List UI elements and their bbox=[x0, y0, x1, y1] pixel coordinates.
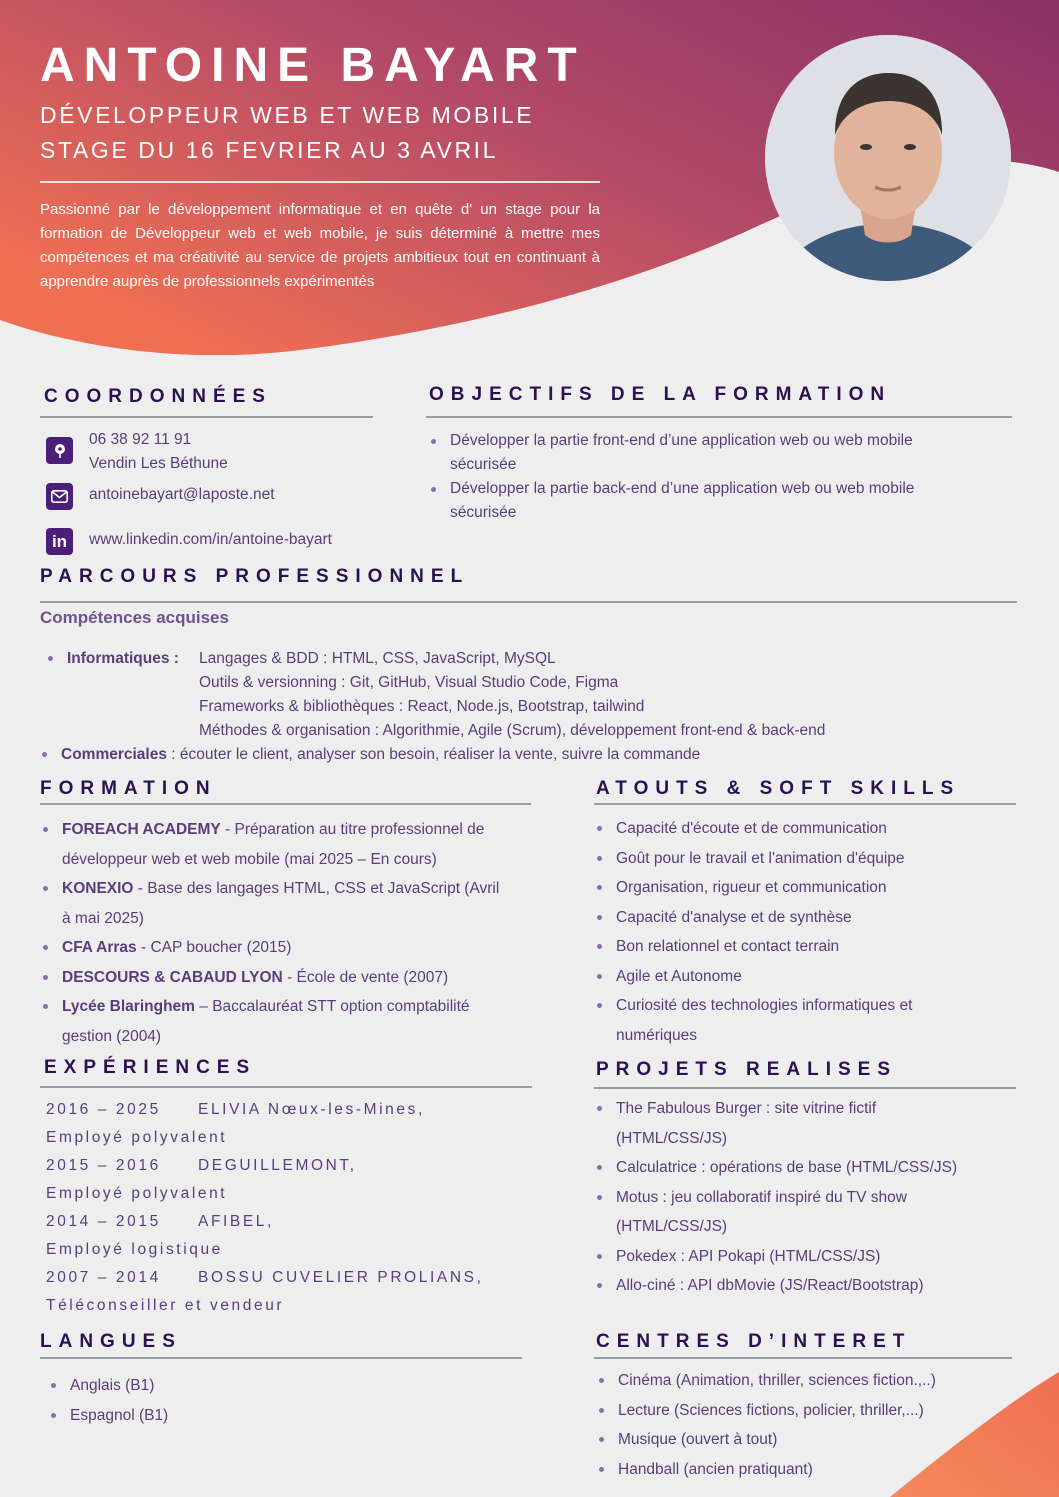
list-item: Anglais (B1) bbox=[48, 1371, 448, 1401]
phone-number[interactable]: 06 38 92 11 91 bbox=[89, 431, 192, 448]
experience-period: 2014 – 2015 bbox=[46, 1213, 161, 1230]
section-title-career: PARCOURS PROFESSIONNEL bbox=[40, 566, 470, 587]
section-rule-objectives bbox=[426, 416, 1012, 418]
portrait-illustration bbox=[765, 35, 1011, 281]
list-item: Pokedex : API Pokapi (HTML/CSS/JS) bbox=[594, 1242, 1014, 1272]
experience-period: 2016 – 2025 bbox=[46, 1101, 161, 1118]
experience-entry bbox=[46, 1101, 425, 1119]
list-item: Curiosité des technologies informatiques et numériques bbox=[594, 991, 1014, 1050]
bullet bbox=[42, 752, 47, 757]
skills-it-label: Informatiques : bbox=[67, 650, 179, 667]
section-rule-contact bbox=[40, 416, 373, 418]
experience-period: 2007 – 2014 bbox=[46, 1269, 161, 1286]
interests-list bbox=[596, 1366, 1016, 1484]
experience-role: Employé polyvalent bbox=[46, 1185, 228, 1202]
section-rule-languages bbox=[40, 1357, 522, 1359]
projects-list bbox=[594, 1094, 1014, 1301]
list-item: FOREACH ACADEMY - Préparation au titre professionnel de développeur web et web mobile (mai 2025 – En cours) bbox=[40, 815, 540, 874]
linkedin-icon: in bbox=[46, 528, 73, 555]
list-item: Capacité d'analyse et de synthèse bbox=[594, 903, 1014, 933]
list-item: Motus : jeu collaboratif inspiré du TV show (HTML/CSS/JS) bbox=[594, 1183, 1014, 1242]
section-title-projects: PROJETS REALISES bbox=[596, 1059, 897, 1080]
skills-it-line: Méthodes & organisation : Algorithmie, Agile (Scrum), développement front-end & back-end bbox=[199, 722, 826, 739]
header-divider bbox=[40, 181, 600, 183]
list-item: Lycée Blaringhem – Baccalauréat STT option comptabilité gestion (2004) bbox=[40, 992, 540, 1051]
experience-company: ELIVIA Nœux-les-Mines, bbox=[198, 1101, 425, 1118]
list-item: Handball (ancien pratiquant) bbox=[596, 1455, 1016, 1485]
location-pin-icon bbox=[46, 437, 73, 464]
list-item: Goût pour le travail et l'animation d'équipe bbox=[594, 844, 1014, 874]
intro-paragraph: Passionné par le développement informatique et en quête d' un stage pour la formation de Développeur web et web mobile, je suis déterminé à mettre mes compétences et ma créativité au service de projets ambitieux tout en continuant à apprendre auprès de professionnels expérimentés bbox=[40, 201, 600, 290]
soft-skills-list bbox=[594, 814, 1014, 1050]
email-link[interactable]: antoinebayart@laposte.net bbox=[89, 486, 275, 503]
envelope-icon bbox=[46, 483, 73, 510]
list-item: Cinéma (Animation, thriller, sciences fiction.,..) bbox=[596, 1366, 1016, 1396]
skills-subheading: Compétences acquises bbox=[40, 608, 229, 627]
contact-address bbox=[46, 428, 228, 476]
experience-company: DEGUILLEMONT, bbox=[198, 1157, 357, 1174]
list-item: KONEXIO - Base des langages HTML, CSS et JavaScript (Avril à mai 2025) bbox=[40, 874, 540, 933]
list-item: Espagnol (B1) bbox=[48, 1401, 448, 1431]
section-title-interests: CENTRES D’INTERET bbox=[596, 1331, 912, 1352]
section-title-objectives: OBJECTIFS DE LA FORMATION bbox=[429, 384, 892, 405]
experience-company: BOSSU CUVELIER PROLIANS, bbox=[198, 1269, 484, 1286]
section-title-education: FORMATION bbox=[40, 778, 217, 799]
list-item: Développer la partie front-end d’une application web ou web mobile sécurisée bbox=[428, 429, 1008, 477]
skills-commercial bbox=[42, 743, 700, 767]
list-item: Agile et Autonome bbox=[594, 962, 1014, 992]
experience-role: Employé polyvalent bbox=[46, 1129, 228, 1146]
section-title-soft-skills: ATOUTS & SOFT SKILLS bbox=[596, 778, 961, 799]
list-item: Capacité d'écoute et de communication bbox=[594, 814, 1014, 844]
experience-entry bbox=[46, 1157, 357, 1175]
bullet bbox=[48, 656, 53, 661]
skills-commercial-label: Commerciales bbox=[61, 746, 167, 763]
section-rule-career bbox=[40, 601, 1017, 603]
list-item: DESCOURS & CABAUD LYON - École de vente (2007) bbox=[40, 963, 540, 993]
languages-list bbox=[48, 1371, 448, 1431]
skills-commercial-text: : écouter le client, analyser son besoin, réaliser la vente, suivre la commande bbox=[166, 746, 701, 763]
skills-it-line: Frameworks & bibliothèques : React, Node.js, Bootstrap, tailwind bbox=[199, 698, 645, 715]
job-title: DÉVELOPPEUR WEB ET WEB MOBILE bbox=[40, 102, 535, 128]
internship-dates: STAGE DU 16 FEVRIER AU 3 AVRIL bbox=[40, 137, 499, 163]
experience-period: 2015 – 2016 bbox=[46, 1157, 161, 1174]
skills-it-line: Langages & BDD : HTML, CSS, JavaScript, MySQL bbox=[199, 650, 556, 667]
list-item: Lecture (Sciences fictions, policier, thriller,...) bbox=[596, 1396, 1016, 1426]
list-item: The Fabulous Burger : site vitrine fictif (HTML/CSS/JS) bbox=[594, 1094, 1014, 1153]
section-title-languages: LANGUES bbox=[40, 1331, 182, 1352]
list-item: Allo-ciné : API dbMovie (JS/React/Bootstrap) bbox=[594, 1271, 1014, 1301]
experience-role: Téléconseiller et vendeur bbox=[46, 1297, 285, 1314]
section-rule-experience bbox=[40, 1086, 532, 1088]
list-item: Organisation, rigueur et communication bbox=[594, 873, 1014, 903]
list-item: Calculatrice : opérations de base (HTML/CSS/JS) bbox=[594, 1153, 1014, 1183]
list-item: CFA Arras - CAP boucher (2015) bbox=[40, 933, 540, 963]
list-item: Développer la partie back-end d’une application web ou web mobile sécurisée bbox=[428, 477, 1008, 525]
skills-it bbox=[48, 647, 179, 671]
section-title-contact: COORDONNÉES bbox=[44, 386, 272, 407]
profile-photo bbox=[765, 35, 1011, 281]
section-title-experience: EXPÉRIENCES bbox=[44, 1057, 257, 1078]
experience-entry bbox=[46, 1269, 484, 1287]
candidate-name: ANTOINE BAYART bbox=[40, 39, 586, 92]
section-rule-soft-skills bbox=[594, 803, 1016, 805]
experience-role: Employé logistique bbox=[46, 1241, 223, 1258]
contact-email bbox=[46, 483, 275, 510]
skills-it-line: Outils & versionning : Git, GitHub, Visual Studio Code, Figma bbox=[199, 674, 619, 691]
objectives-list bbox=[428, 429, 1008, 525]
experience-company: AFIBEL, bbox=[198, 1213, 274, 1230]
contact-linkedin bbox=[46, 528, 332, 555]
section-rule-education bbox=[40, 803, 531, 805]
linkedin-link[interactable]: www.linkedin.com/in/antoine-bayart bbox=[89, 531, 332, 548]
list-item: Bon relationnel et contact terrain bbox=[594, 932, 1014, 962]
list-item: Musique (ouvert à tout) bbox=[596, 1425, 1016, 1455]
experience-entry bbox=[46, 1213, 274, 1231]
education-list bbox=[40, 815, 540, 1051]
section-rule-interests bbox=[594, 1357, 1012, 1359]
city: Vendin Les Béthune bbox=[89, 455, 228, 472]
section-rule-projects bbox=[594, 1087, 1016, 1089]
